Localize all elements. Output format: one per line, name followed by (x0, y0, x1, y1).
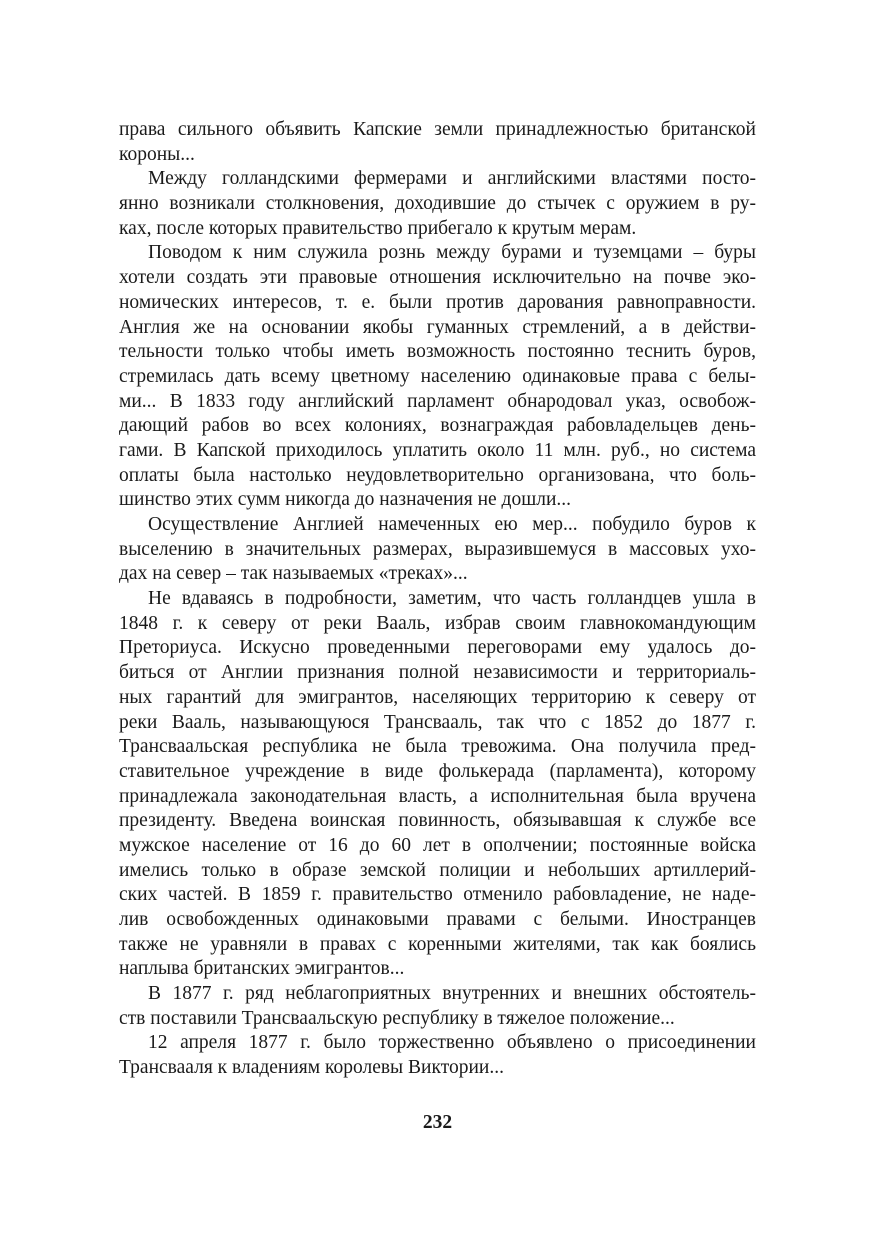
text-line: ставительное учреждение в виде фолькерада (парламента), которому (119, 760, 756, 782)
text-line: ми... В 1833 году английский парламент обнародовал указ, освобож- (119, 390, 756, 412)
text-line: гами. В Капской приходилось уплатить около 11 млн. руб., но система (119, 439, 756, 461)
text-line: хотели создать эти правовые отношения исключительно на почве эко- (119, 267, 756, 289)
text-line: тельности только чтобы иметь возможность постоянно теснить буров, (119, 341, 756, 363)
text-line: Трансвааля к владениям королевы Виктории... (119, 1057, 504, 1079)
text-line: номических интересов, т. е. были против дарования равноправности. (119, 291, 756, 313)
paragraph-4 (119, 513, 756, 587)
text-line: шинство этих сумм никогда до назначения не дошли... (119, 489, 572, 511)
text-line: Осуществление Англией намеченных ею мер... побудило буров к (148, 514, 756, 535)
text-line: права сильного объявить Капские земли принадлежностью британской (119, 119, 756, 140)
text-line: биться от Англии признания полной независимости и территориаль- (119, 662, 756, 684)
page-number: 232 (422, 1112, 453, 1133)
text-line: принадлежала законодательная власть, а исполнительная была вручена (119, 785, 756, 807)
paragraph-6 (119, 982, 756, 1031)
text-line: ках, после которых правительство прибегало к крутым мерам. (119, 217, 637, 239)
paragraph-1 (119, 118, 756, 167)
text-line: оплаты была настолько неудовлетворительно организована, что боль- (119, 464, 756, 486)
text-line: дах на север – так называемых «треках»... (119, 563, 468, 585)
text-line: реки Вааль, называющуюся Трансвааль, так что с 1852 до 1877 г. (119, 711, 756, 733)
text-line: Преториуса. Искусно проведенными переговорами ему удалось до- (119, 637, 756, 659)
text-line: Между голландскими фермерами и английскими властями посто- (148, 168, 756, 190)
text-line: Поводом к ним служила рознь между бурами и туземцами – буры (148, 242, 756, 264)
text-line: президенту. Введена воинская повинность, обязывавшая к службе все (119, 810, 756, 832)
text-line: 1848 г. к северу от реки Вааль, избрав своим главнокомандующим (119, 612, 756, 634)
text-line: Трансваальская республика не была тревожима. Она получила пред- (119, 736, 756, 758)
paragraph-5 (119, 587, 756, 982)
text-line: лив освобожденных одинаковыми правами с белыми. Иностранцев (119, 909, 756, 930)
text-line: ских частей. В 1859 г. правительство отменило рабовладение, не наде- (119, 884, 756, 906)
text-line: также не уравняли в правах с коренными жителями, так как боялись (119, 933, 756, 955)
text-line: 12 апреля 1877 г. было торжественно объявлено о присоединении (148, 1032, 756, 1054)
text-line: короны... (119, 143, 195, 165)
text-line: В 1877 г. ряд неблагоприятных внутренних и внешних обстоятель- (148, 983, 756, 1005)
text-line: мужское население от 16 до 60 лет в ополчении; постоянные войска (119, 834, 756, 856)
paragraph-2 (119, 167, 756, 241)
text-line: наплыва британских эмигрантов... (119, 958, 405, 980)
text-line: Не вдаваясь в подробности, заметим, что часть голландцев ушла в (148, 588, 756, 610)
text-line: ств поставили Трансваальскую республику в тяжелое положение... (119, 1007, 675, 1029)
paragraph-7 (119, 1031, 756, 1080)
paragraph-3 (119, 241, 756, 513)
text-line: имелись только в образе земской полиции и небольших артиллерий- (119, 859, 756, 881)
text-line: янно возникали столкновения, доходившие до стычек с оружием в ру- (119, 193, 756, 215)
text-line: дающий рабов во всех колониях, вознаграждая рабовладельцев день- (119, 415, 756, 437)
text-line: выселению в значительных размерах, выразившемуся в массовых ухо- (119, 538, 756, 560)
text-line: ных гарантий для эмигрантов, населяющих территорию к северу от (119, 686, 756, 708)
body-text (119, 118, 756, 1081)
text-line: стремилась дать всему цветному населению одинаковые права с белы- (119, 365, 756, 387)
text-line: Англия же на основании якобы гуманных стремлений, а в действи- (119, 316, 756, 338)
